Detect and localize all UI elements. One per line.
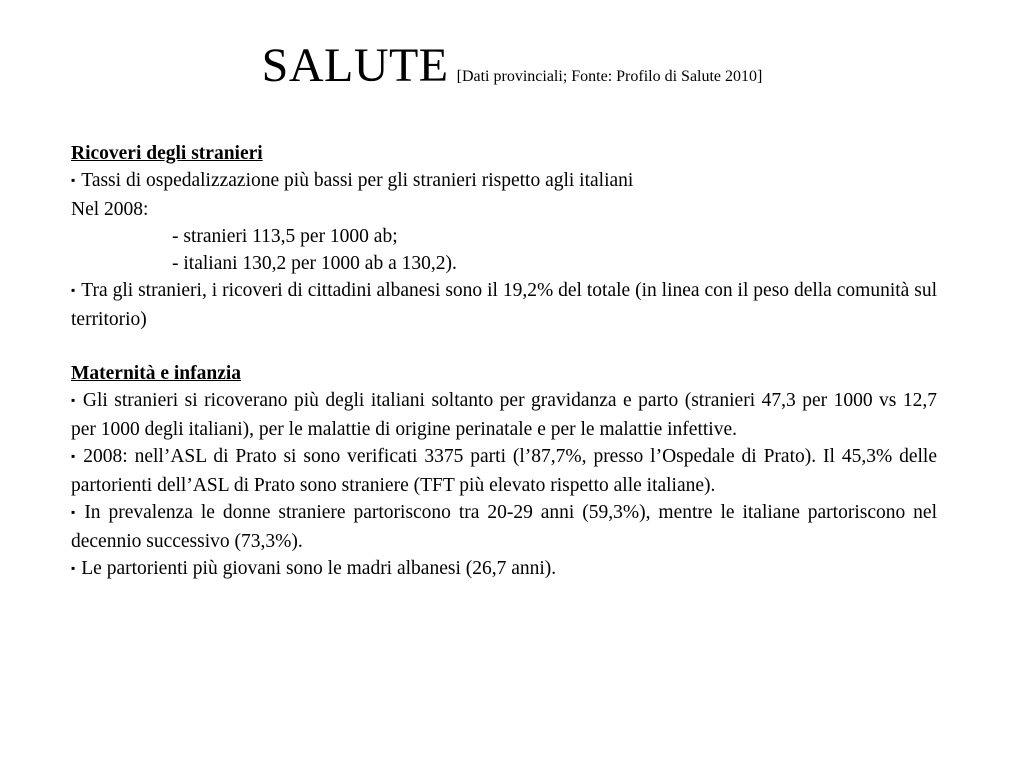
bullet-text: Le partorienti più giovani sono le madri albanesi (26,7 anni). — [81, 558, 557, 579]
slide-title — [0, 38, 1024, 93]
bullet-item — [71, 443, 937, 499]
section-spacer — [71, 333, 937, 360]
bullet-icon: ▪ — [71, 173, 76, 187]
bullet-text: Tassi di ospedalizzazione più bassi per gli stranieri rispetto agli italiani — [81, 170, 634, 191]
bullet-icon: ▪ — [71, 283, 76, 297]
year-line: Nel 2008: — [71, 199, 149, 220]
sub-item-stranieri: - stranieri 113,5 per 1000 ab; — [172, 226, 398, 247]
bullet-item — [71, 167, 937, 196]
bullet-text: Tra gli stranieri, i ricoveri di cittadini albanesi sono il 19,2% del totale (in linea con il peso della comunità sul territorio) — [71, 280, 937, 330]
bullet-icon: ▪ — [71, 393, 77, 407]
bullet-item — [71, 555, 937, 584]
bullet-item — [71, 499, 937, 555]
bullet-icon: ▪ — [71, 561, 76, 575]
slide-body — [71, 140, 937, 584]
bullet-item — [71, 277, 937, 333]
bullet-text: Gli stranieri si ricoverano più degli italiani soltanto per gravidanza e parto (stranieri 47,3 per 1000 vs 12,7 per 1000 degli italiani), per le malattie di origine perinatale e per le malattie infettive. — [71, 390, 937, 440]
bullet-icon: ▪ — [71, 505, 79, 519]
page-subtitle: [Dati provinciali; Fonte: Profilo di Salute 2010] — [456, 68, 763, 85]
section-heading-maternita: Maternità e infanzia — [71, 363, 242, 384]
bullet-text: 2008: nell’ASL di Prato si sono verificati 3375 parti (l’87,7%, presso l’Ospedale di Prato). Il 45,3% delle partorienti dell’ASL di Prato sono straniere (TFT più elevato rispetto alle italiane). — [71, 446, 937, 496]
section-heading-ricoveri: Ricoveri degli stranieri — [71, 143, 263, 164]
bullet-icon: ▪ — [71, 449, 78, 463]
page-title: SALUTE — [261, 39, 449, 92]
bullet-item — [71, 387, 937, 443]
sub-item-italiani: - italiani 130,2 per 1000 ab a 130,2). — [172, 253, 457, 274]
bullet-text: In prevalenza le donne straniere partoriscono tra 20-29 anni (59,3%), mentre le italiane partoriscono nel decennio successivo (73,3%). — [71, 502, 937, 552]
